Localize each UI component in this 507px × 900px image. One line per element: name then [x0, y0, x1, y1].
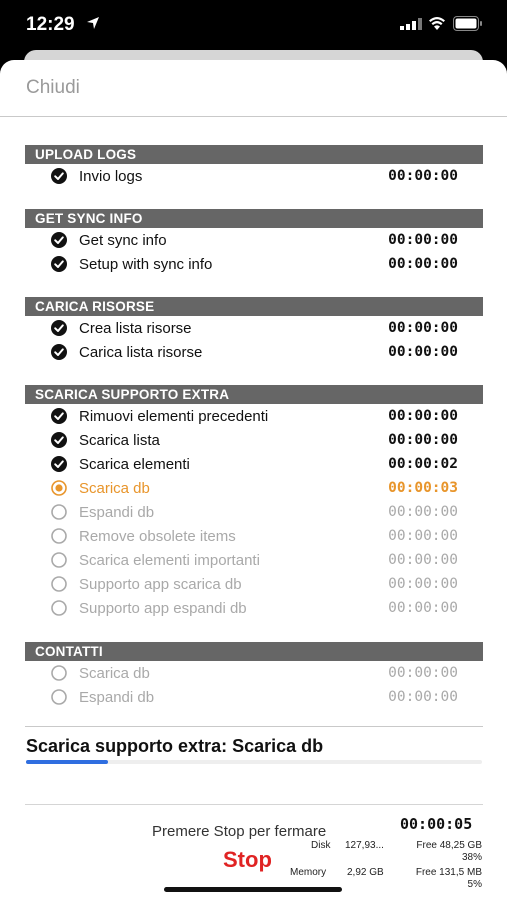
check-icon: [51, 256, 67, 272]
task-label: Rimuovi elementi precedenti: [79, 408, 269, 425]
section-header: GET SYNC INFO: [25, 209, 483, 228]
task-row: [25, 452, 483, 476]
disk-percent: 38%: [461, 852, 482, 863]
task-time: 00:00:00: [388, 168, 458, 184]
task-row: [25, 685, 483, 709]
home-indicator[interactable]: [164, 887, 342, 892]
check-icon: [51, 432, 67, 448]
task-row: [25, 340, 483, 364]
stop-hint: Premere Stop per fermare: [152, 823, 327, 840]
task-time: 00:00:00: [388, 576, 458, 592]
task-label: Supporto app scarica db: [79, 576, 242, 593]
task-row: [25, 316, 483, 340]
task-time: 00:00:00: [388, 552, 458, 568]
task-label: Supporto app espandi db: [79, 600, 247, 617]
task-label: Carica lista risorse: [79, 344, 203, 361]
section-carica-risorse: [25, 297, 483, 364]
check-icon: [51, 456, 67, 472]
task-time: 00:00:00: [388, 600, 458, 616]
task-row: [25, 428, 483, 452]
task-time: 00:00:00: [388, 432, 458, 448]
task-row: [25, 572, 483, 596]
status-bar: [0, 0, 507, 48]
empty-circle-icon: [51, 689, 67, 705]
task-time: 00:00:00: [388, 344, 458, 360]
task-time: 00:00:00: [388, 256, 458, 272]
check-icon: [51, 232, 67, 248]
stop-button[interactable]: Stop: [223, 847, 272, 872]
task-time: 00:00:00: [388, 689, 458, 705]
task-label: Scarica elementi importanti: [79, 552, 260, 569]
location-arrow-icon: [86, 16, 100, 30]
task-row: [25, 404, 483, 428]
section-header: CONTATTI: [25, 642, 483, 661]
task-row: [25, 524, 483, 548]
task-row: [25, 596, 483, 620]
check-icon: [51, 344, 67, 360]
memory-percent: 5%: [467, 879, 482, 890]
task-row: [25, 500, 483, 524]
task-time: 00:00:00: [388, 665, 458, 681]
empty-circle-icon: [51, 528, 67, 544]
footer-divider: [25, 804, 483, 805]
memory-used: 2,92 GB: [347, 867, 384, 878]
disk-free: Free 48,25 GB: [416, 840, 482, 851]
section-header: CARICA RISORSE: [25, 297, 483, 316]
memory-label: Memory: [290, 867, 327, 878]
section-contatti: [25, 642, 483, 709]
task-time: 00:00:00: [388, 408, 458, 424]
task-time: 00:00:00: [388, 320, 458, 336]
section-header: UPLOAD LOGS: [25, 145, 483, 164]
progress-fill: [26, 760, 108, 764]
empty-circle-icon: [51, 576, 67, 592]
section-upload-logs: [25, 145, 483, 188]
task-row: [25, 548, 483, 572]
empty-circle-icon: [51, 504, 67, 520]
list-divider: [25, 726, 483, 727]
elapsed-time: 00:00:05: [400, 815, 473, 833]
check-icon: [51, 408, 67, 424]
task-label: Setup with sync info: [79, 256, 213, 273]
task-label: Scarica db: [79, 665, 150, 682]
close-button[interactable]: Chiudi: [26, 77, 80, 98]
task-label: Scarica lista: [79, 432, 160, 449]
disk-label: Disk: [311, 840, 331, 851]
task-label: Remove obsolete items: [79, 528, 236, 545]
task-label: Espandi db: [79, 504, 155, 521]
current-step-title: Scarica supporto extra: Scarica db: [26, 736, 324, 756]
empty-circle-icon: [51, 552, 67, 568]
section-scarica-supporto-extra: [25, 385, 483, 620]
in-progress-radio-icon: [51, 480, 67, 496]
task-row: [25, 228, 483, 252]
empty-circle-icon: [51, 665, 67, 681]
wifi-icon: [428, 15, 446, 31]
check-icon: [51, 168, 67, 184]
task-label: Get sync info: [79, 232, 167, 249]
task-time: 00:00:03: [388, 480, 458, 496]
task-time: 00:00:00: [388, 504, 458, 520]
task-label: Invio logs: [79, 168, 143, 185]
task-label: Scarica db: [79, 480, 150, 497]
disk-used: 127,93...: [345, 840, 384, 851]
task-row: [25, 252, 483, 276]
progress-bar: [26, 760, 482, 764]
task-list[interactable]: [0, 117, 507, 723]
task-label: Crea lista risorse: [79, 320, 192, 337]
section-get-sync-info: [25, 209, 483, 276]
memory-free: Free 131,5 MB: [415, 867, 482, 878]
task-time: 00:00:02: [388, 456, 458, 472]
task-label: Scarica elementi: [79, 456, 190, 473]
cellular-signal-icon: [400, 18, 422, 30]
task-row: [25, 164, 483, 188]
empty-circle-icon: [51, 600, 67, 616]
sync-progress-sheet: [0, 60, 507, 900]
task-time: 00:00:00: [388, 232, 458, 248]
task-time: 00:00:00: [388, 528, 458, 544]
status-time: 12:29: [26, 14, 75, 35]
check-icon: [51, 320, 67, 336]
task-row-active: [25, 476, 483, 500]
battery-icon: [453, 16, 483, 31]
section-header: SCARICA SUPPORTO EXTRA: [25, 385, 483, 404]
task-label: Espandi db: [79, 689, 155, 706]
task-row: [25, 661, 483, 685]
